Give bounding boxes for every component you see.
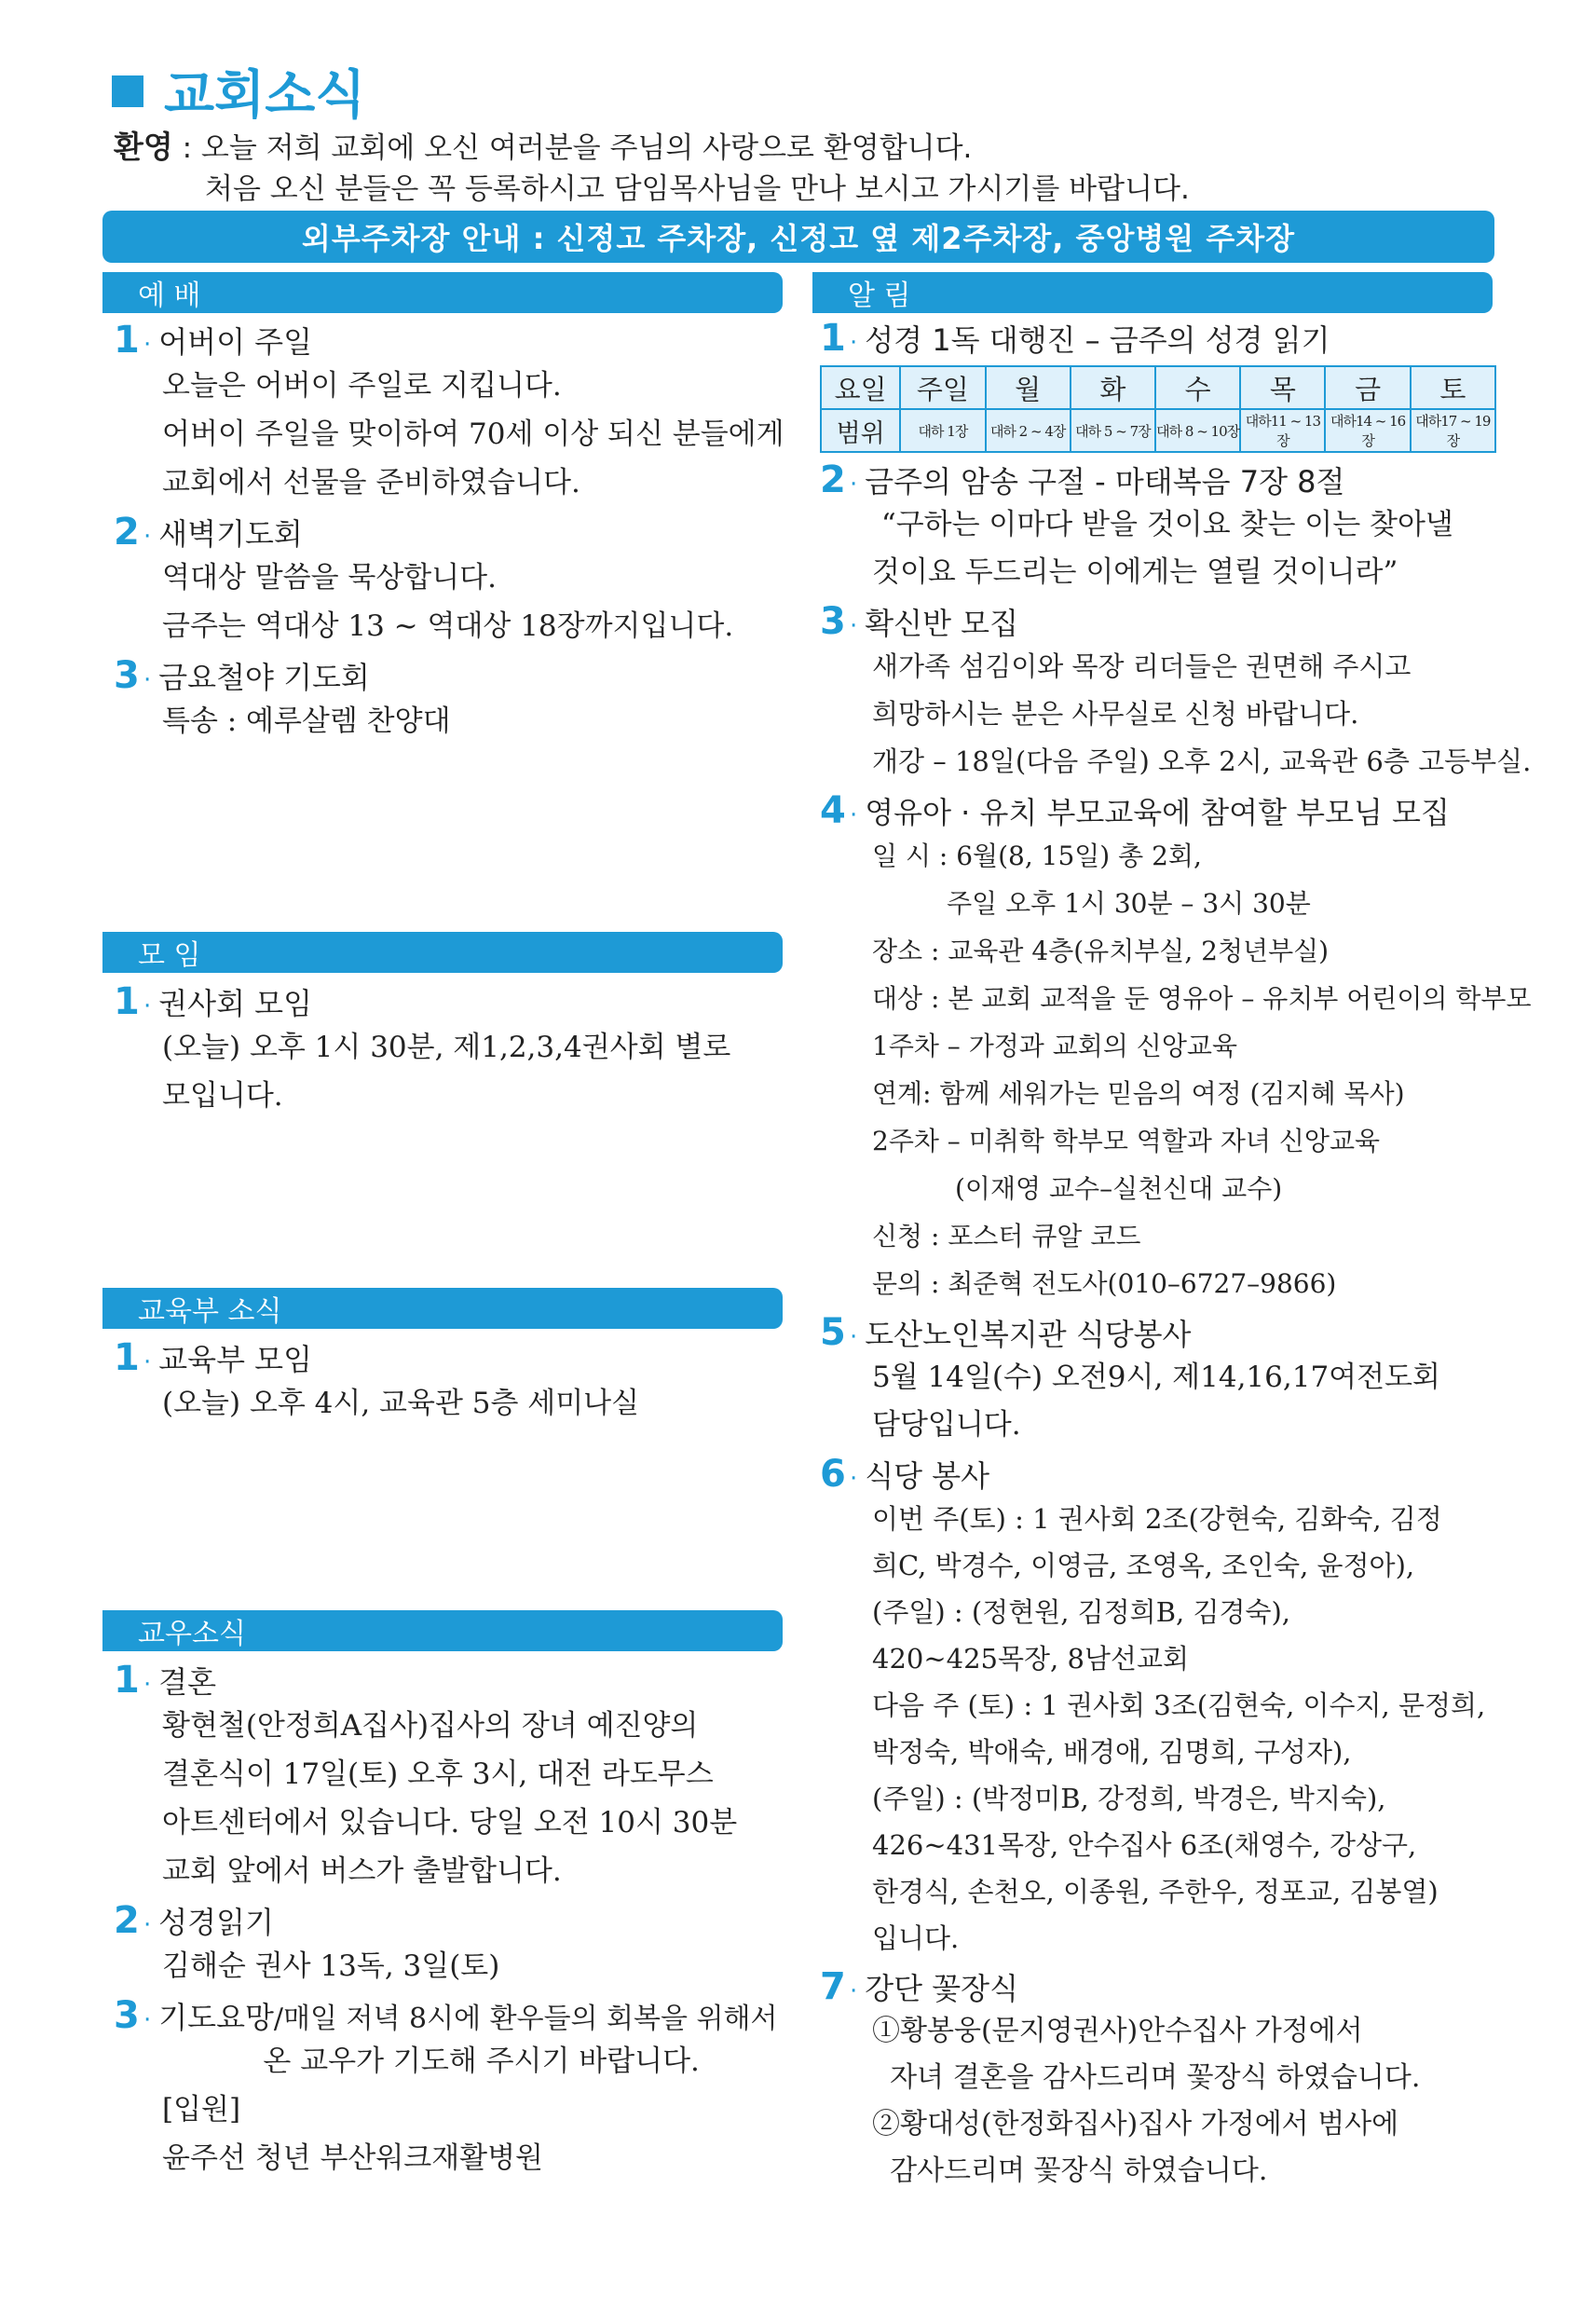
item-title: 새벽기도회 [158,516,303,552]
dot-icon: · [143,1671,152,1699]
notices-item-3 [820,600,1496,643]
item-number: 6 [820,1453,846,1496]
dot-icon: · [850,471,858,499]
worship-item-2 [114,511,784,554]
item-body: ①황봉웅(문지영권사)안수집사 가정에서 자녀 결혼을 감사드리며 꽃장식 하였습니다. ②황대성(한정화집사)집사 가정에서 범사에 감사드리며 꽃장식 하였습니다. [872,2015,1421,2187]
dot-icon: · [850,1465,858,1493]
item-title: 기도요망 [158,2000,274,2035]
item-number: 4 [820,789,846,832]
item-number: 2 [114,1899,140,1942]
item-title: 영유아 · 유치 부모교육에 참여할 부모님 모집 [865,795,1450,830]
schedule-range: 대하 2 ~ 4장 [986,409,1071,452]
section-header-education: 교육부 소식 [102,1288,783,1329]
notices-item-5 [820,1311,1496,1354]
page-title [112,54,365,129]
welcome-line-2: 처음 오신 분들은 꼭 등록하시고 담임목사님을 만나 보시고 가시기를 바랍니다. [205,172,1190,206]
item-number: 2 [114,511,140,554]
worship-section [114,315,784,745]
item-title: 교육부 모임 [158,1342,312,1377]
dot-icon: · [143,1348,152,1376]
welcome-line-1: : 오늘 저희 교회에 오신 여러분을 주님의 사랑으로 환영합니다. [172,131,973,165]
dot-icon: · [143,1911,152,1939]
item-title-suffix: /매일 저녁 8시에 환우들의 회복을 위해서 [273,2003,778,2035]
item-title: 성경읽기 [158,1905,274,1940]
schedule-day-row [821,366,1495,409]
notices-item-2 [820,458,1496,501]
members-item-3 [114,1994,784,2037]
worship-item-3 [114,654,784,697]
welcome-label: 환영 [114,129,173,165]
notices-item-1 [820,317,1496,360]
item-body: 황현철(안정희A집사)집사의 장녀 예진양의 결혼식이 17일(토) 오후 3시, 대전 라도무스 아트센터에서 있습니다. 당일 오전 10시 30분 교회 앞에서 버스가 출발합니다. [162,1709,738,1888]
item-body: 5월 14일(수) 오전9시, 제14,16,17여전도회 담당입니다. [872,1361,1440,1442]
schedule-range: 대하11 ~ 13장 [1240,409,1325,452]
schedule-day: 주일 [900,366,985,409]
item-title: 도산노인복지관 식당봉사 [865,1317,1192,1352]
item-body: 오늘은 어버이 주일로 지킵니다. 어버이 주일을 맞이하여 70세 이상 되신 분들에게 교회에서 선물을 준비하였습니다. [162,369,784,499]
item-body: 온 교우가 기도해 주시기 바랍니다. [입원] 윤주선 청년 부산워크재활병원 [162,2044,700,2175]
section-header-notices: 알 림 [812,272,1493,313]
schedule-row-label: 범위 [821,409,900,452]
item-body: 일 시 : 6월(8, 15일) 총 2회, 주일 오후 1시 30분 – 3시 30분 장소 : 교육관 4층(유치부실, 2청년부실) 대상 : 본 교회 교적을 둔 영유아 – 유치부 어린이의 학부모 1주차 – 가정과 교회의 신앙교육 연계: 함께 세워가는 믿음의 여정 (김지혜 목사) 2주차 – 미취학 학부모 역할과 자녀 신앙교육 (이재영 교수–실천신대 교수) 신청 : 포스터 큐알 코드 문의 : 최준혁 전도사(010–6727–9866) [872,841,1532,1299]
item-number: 1 [114,319,140,362]
item-number: 1 [114,1659,140,1702]
schedule-day: 목 [1240,366,1325,409]
worship-item-1 [114,319,784,362]
meetings-item-1 [114,980,784,1023]
meetings-section [114,977,784,1120]
schedule-range-row [821,409,1495,452]
item-body: (오늘) 오후 4시, 교육관 5층 세미나실 [162,1387,640,1420]
item-title: 금주의 암송 구절 - 마태복음 7장 8절 [865,464,1345,499]
dot-icon: · [143,331,152,359]
members-item-2 [114,1899,784,1942]
item-title: 성경 1독 대행진 – 금주의 성경 읽기 [865,322,1330,358]
item-body: 김해순 권사 13독, 3일(토) [162,1949,500,1983]
item-title: 금요철야 기도회 [158,660,370,695]
education-item-1 [114,1336,784,1379]
item-number: 1 [820,317,846,360]
notices-section [820,313,1532,2195]
item-number: 3 [114,1994,140,2037]
item-body: 새가족 섬김이와 목장 리더들은 권면해 주시고 희망하시는 분은 사무실로 신청 바랍니다. 개강 – 18일(다음 주일) 오후 2시, 교육관 6층 고등부실. [872,650,1532,777]
item-body: “구하는 이마다 받을 것이요 찾는 이는 찾아낼 것이요 두드리는 이에게는 열릴 것이니라” [872,508,1453,589]
schedule-range: 대하 8 ~ 10장 [1155,409,1240,452]
members-section [114,1655,784,2182]
item-number: 7 [820,1965,846,2008]
schedule-day: 수 [1155,366,1240,409]
item-body: (오늘) 오후 1시 30분, 제1,2,3,4권사회 별로 모입니다. [162,1031,731,1113]
page-title-text: 교회소식 [164,65,366,126]
dot-icon: · [143,992,152,1020]
dot-icon: · [143,2006,152,2034]
item-number: 1 [114,980,140,1023]
bible-reading-schedule [820,365,1496,453]
item-title: 강단 꽃장식 [865,1971,1018,2006]
item-title: 결혼 [158,1664,217,1700]
dot-icon: · [850,329,858,357]
square-bullet-icon [112,75,143,107]
section-header-meetings: 모 임 [102,932,783,973]
welcome-message [114,127,1190,210]
schedule-day: 토 [1411,366,1495,409]
members-item-1 [114,1659,784,1702]
schedule-day: 월 [986,366,1071,409]
item-title: 권사회 모임 [158,986,312,1021]
dot-icon: · [850,1977,858,2005]
notices-item-6 [820,1453,1496,1496]
schedule-range: 대하 5 ~ 7장 [1071,409,1155,452]
section-header-worship: 예 배 [102,272,783,313]
education-section [114,1333,784,1428]
dot-icon: · [850,801,858,829]
item-body: 이번 주(토) : 1 권사회 2조(강현숙, 김화숙, 김정 희C, 박경수, 이영금, 조영옥, 조인숙, 윤정아), (주일) : (정현원, 김정희B, 김경숙), 420~425목장, 8남선교회 다음 주 (토) : 1 권사회 3조(김현숙, 이수지, 문정희, 박정숙, 박애숙, 배경애, 김명희, 구성자), (주일) : (박정미B, 강정희, 박경은, 박지숙), 426~431목장, 안수집사 6조(채영수, 강상구, 한경식, 손천오, 이종원, 주한우, 정포교, 김봉열) 입니다. [872,1503,1486,1954]
schedule-day: 화 [1071,366,1155,409]
schedule-row-label: 요일 [821,366,900,409]
item-body: 특송 : 예루살렘 찬양대 [162,704,451,738]
notices-item-7 [820,1965,1496,2008]
notices-item-4 [820,789,1496,832]
section-header-members: 교우소식 [102,1610,783,1651]
item-body: 역대상 말씀을 묵상합니다. 금주는 역대상 13 ~ 역대상 18장까지입니다. [162,561,734,643]
item-title: 식당 봉사 [865,1458,990,1494]
dot-icon: · [143,666,152,694]
schedule-range: 대하 1장 [900,409,985,452]
schedule-day: 금 [1325,366,1410,409]
item-number: 2 [820,458,846,501]
schedule-range: 대하14 ~ 16장 [1325,409,1410,452]
item-title: 어버이 주일 [158,324,312,360]
item-number: 5 [820,1311,846,1354]
item-number: 1 [114,1336,140,1379]
item-number: 3 [820,600,846,643]
item-title: 확신반 모집 [865,606,1018,641]
dot-icon: · [143,523,152,551]
item-number: 3 [114,654,140,697]
dot-icon: · [850,1323,858,1351]
schedule-range: 대하17 ~ 19장 [1411,409,1495,452]
dot-icon: · [850,612,858,640]
parking-banner: 외부주차장 안내 : 신정고 주차장, 신정고 옆 제2주차장, 중앙병원 주차장 [102,211,1494,263]
